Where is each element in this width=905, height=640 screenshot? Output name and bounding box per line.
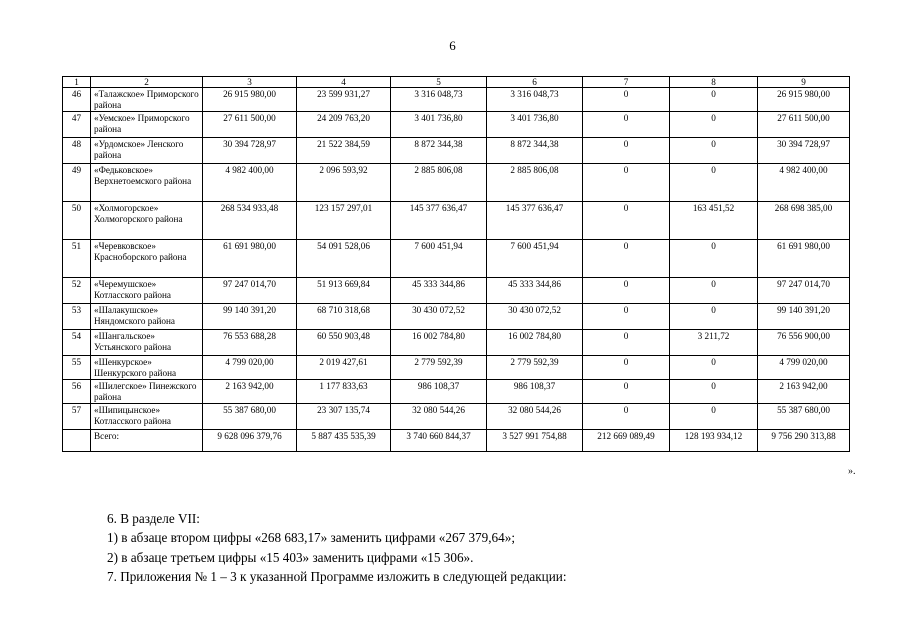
amount-cell: 0 bbox=[670, 138, 758, 164]
amount-cell: 45 333 344,86 bbox=[391, 278, 487, 304]
amount-cell: 61 691 980,00 bbox=[203, 240, 297, 278]
amount-cell: 0 bbox=[583, 202, 670, 240]
amount-cell: 23 307 135,74 bbox=[297, 404, 391, 430]
amount-cell: 0 bbox=[583, 240, 670, 278]
municipality-name-cell: «Шипицынское» Котласского района bbox=[91, 404, 203, 430]
amount-cell: 0 bbox=[583, 278, 670, 304]
row-number-cell: 46 bbox=[63, 88, 91, 112]
amount-cell: 4 799 020,00 bbox=[203, 356, 297, 380]
row-number-cell: 54 bbox=[63, 330, 91, 356]
amount-cell: 2 096 593,92 bbox=[297, 164, 391, 202]
amount-cell: 145 377 636,47 bbox=[487, 202, 583, 240]
amount-cell: 76 556 900,00 bbox=[758, 330, 850, 356]
body-text bbox=[107, 509, 567, 586]
amount-cell: 0 bbox=[583, 304, 670, 330]
amount-cell: 0 bbox=[670, 380, 758, 404]
amount-cell: 3 401 736,80 bbox=[391, 112, 487, 138]
amount-cell: 4 799 020,00 bbox=[758, 356, 850, 380]
row-number-cell: 57 bbox=[63, 404, 91, 430]
row-number-cell: 47 bbox=[63, 112, 91, 138]
paragraph-section-7: 6. В разделе VII: bbox=[107, 511, 200, 526]
municipality-name-cell: «Шангальское» Устьянского района bbox=[91, 330, 203, 356]
amount-cell: 3 316 048,73 bbox=[487, 88, 583, 112]
amount-cell: 30 430 072,52 bbox=[487, 304, 583, 330]
amount-cell: 76 553 688,28 bbox=[203, 330, 297, 356]
amount-cell: 2 779 592,39 bbox=[391, 356, 487, 380]
amount-cell: 7 600 451,94 bbox=[487, 240, 583, 278]
amount-cell: 128 193 934,12 bbox=[670, 430, 758, 452]
amount-cell: 60 550 903,48 bbox=[297, 330, 391, 356]
row-number-cell: 50 bbox=[63, 202, 91, 240]
amount-cell: 0 bbox=[670, 112, 758, 138]
amount-cell: 8 872 344,38 bbox=[391, 138, 487, 164]
amount-cell: 1 177 833,63 bbox=[297, 380, 391, 404]
amount-cell: 7 600 451,94 bbox=[391, 240, 487, 278]
amount-cell: 99 140 391,20 bbox=[758, 304, 850, 330]
amount-cell: 0 bbox=[670, 164, 758, 202]
amount-cell: 0 bbox=[583, 88, 670, 112]
amount-cell: 8 872 344,38 bbox=[487, 138, 583, 164]
table-row bbox=[63, 304, 850, 330]
amount-cell: 61 691 980,00 bbox=[758, 240, 850, 278]
row-number-cell: 49 bbox=[63, 164, 91, 202]
amount-cell: 2 885 806,08 bbox=[487, 164, 583, 202]
amount-cell: 0 bbox=[583, 112, 670, 138]
amount-cell: 26 915 980,00 bbox=[203, 88, 297, 112]
amount-cell: 16 002 784,80 bbox=[391, 330, 487, 356]
amount-cell: 16 002 784,80 bbox=[487, 330, 583, 356]
table-row bbox=[63, 404, 850, 430]
table-header-cell: 1 bbox=[63, 77, 91, 88]
table-header-cell: 5 bbox=[391, 77, 487, 88]
amount-cell: 0 bbox=[670, 356, 758, 380]
amount-cell: 23 599 931,27 bbox=[297, 88, 391, 112]
amount-cell: 97 247 014,70 bbox=[758, 278, 850, 304]
amount-cell: 145 377 636,47 bbox=[391, 202, 487, 240]
amount-cell: 30 394 728,97 bbox=[203, 138, 297, 164]
amount-cell: 27 611 500,00 bbox=[758, 112, 850, 138]
paragraph-item-2: 2) в абзаце третьем цифры «15 403» заменить цифрами «15 306». bbox=[107, 549, 474, 565]
table-total-row bbox=[63, 430, 850, 452]
municipality-name-cell: «Урдомское» Ленского района bbox=[91, 138, 203, 164]
amount-cell: 9 756 290 313,88 bbox=[758, 430, 850, 452]
municipality-name-cell: «Шилегское» Пинежского района bbox=[91, 380, 203, 404]
table-row bbox=[63, 278, 850, 304]
paragraph-section-8: 7. Приложения № 1 – 3 к указанной Программе изложить в следующей редакции: bbox=[107, 568, 567, 584]
amount-cell: 0 bbox=[670, 404, 758, 430]
table-row bbox=[63, 240, 850, 278]
amount-cell: 268 534 933,48 bbox=[203, 202, 297, 240]
amount-cell: 26 915 980,00 bbox=[758, 88, 850, 112]
amount-cell: 32 080 544,26 bbox=[391, 404, 487, 430]
amount-cell: 45 333 344,86 bbox=[487, 278, 583, 304]
amount-cell: 99 140 391,20 bbox=[203, 304, 297, 330]
amount-cell: 0 bbox=[583, 356, 670, 380]
amount-cell: 21 522 384,59 bbox=[297, 138, 391, 164]
amount-cell: 30 394 728,97 bbox=[758, 138, 850, 164]
row-number-cell: 51 bbox=[63, 240, 91, 278]
amount-cell: 9 628 096 379,76 bbox=[203, 430, 297, 452]
table-header-cell: 9 bbox=[758, 77, 850, 88]
table-row bbox=[63, 138, 850, 164]
amount-cell: 0 bbox=[670, 240, 758, 278]
amount-cell: 2 779 592,39 bbox=[487, 356, 583, 380]
table-closing-mark: ». bbox=[848, 466, 856, 477]
amount-cell: 3 316 048,73 bbox=[391, 88, 487, 112]
municipality-name-cell: «Холмогорское» Холмогорского района bbox=[91, 202, 203, 240]
amount-cell: 163 451,52 bbox=[670, 202, 758, 240]
municipality-name-cell: «Шалакушское» Няндомского района bbox=[91, 304, 203, 330]
amount-cell: 0 bbox=[670, 304, 758, 330]
municipality-name-cell: «Черемушское» Котласского района bbox=[91, 278, 203, 304]
amount-cell: 97 247 014,70 bbox=[203, 278, 297, 304]
amount-cell: 55 387 680,00 bbox=[203, 404, 297, 430]
amount-cell: 5 887 435 535,39 bbox=[297, 430, 391, 452]
table-row bbox=[63, 202, 850, 240]
municipality-name-cell: «Черевковское» Красноборского района bbox=[91, 240, 203, 278]
row-number-cell: 52 bbox=[63, 278, 91, 304]
amount-cell: 212 669 089,49 bbox=[583, 430, 670, 452]
municipality-name-cell: «Уемское» Приморского района bbox=[91, 112, 203, 138]
amount-cell: 2 885 806,08 bbox=[391, 164, 487, 202]
amount-cell: 4 982 400,00 bbox=[203, 164, 297, 202]
municipality-name-cell: «Талажское» Приморского района bbox=[91, 88, 203, 112]
amount-cell: 32 080 544,26 bbox=[487, 404, 583, 430]
table-row bbox=[63, 112, 850, 138]
amount-cell: 0 bbox=[583, 404, 670, 430]
amount-cell: 24 209 763,20 bbox=[297, 112, 391, 138]
row-number-cell: 56 bbox=[63, 380, 91, 404]
amount-cell: 30 430 072,52 bbox=[391, 304, 487, 330]
municipality-name-cell: «Шенкурское» Шенкурского района bbox=[91, 356, 203, 380]
table-header-cell: 8 bbox=[670, 77, 758, 88]
amount-cell: 123 157 297,01 bbox=[297, 202, 391, 240]
amount-cell: 4 982 400,00 bbox=[758, 164, 850, 202]
paragraph-item-1: 1) в абзаце втором цифры «268 683,17» заменить цифрами «267 379,64»; bbox=[107, 530, 515, 546]
amount-cell: 3 211,72 bbox=[670, 330, 758, 356]
table-header-cell: 7 bbox=[583, 77, 670, 88]
table-row bbox=[63, 356, 850, 380]
amount-cell: 2 163 942,00 bbox=[758, 380, 850, 404]
table-row bbox=[63, 380, 850, 404]
amount-cell: 0 bbox=[583, 380, 670, 404]
amount-cell: 268 698 385,00 bbox=[758, 202, 850, 240]
amount-cell: 2 019 427,61 bbox=[297, 356, 391, 380]
page-number: 6 bbox=[449, 38, 456, 53]
table-row bbox=[63, 164, 850, 202]
amount-cell: 2 163 942,00 bbox=[203, 380, 297, 404]
amount-cell: 3 527 991 754,88 bbox=[487, 430, 583, 452]
row-number-cell: 53 bbox=[63, 304, 91, 330]
amount-cell: 51 913 669,84 bbox=[297, 278, 391, 304]
amount-cell: 0 bbox=[583, 330, 670, 356]
amount-cell: 27 611 500,00 bbox=[203, 112, 297, 138]
amount-cell: 0 bbox=[583, 164, 670, 202]
amount-cell: 0 bbox=[583, 138, 670, 164]
amount-cell: 986 108,37 bbox=[391, 380, 487, 404]
table-row bbox=[63, 330, 850, 356]
table-header-cell: 3 bbox=[203, 77, 297, 88]
table-header-cell: 6 bbox=[487, 77, 583, 88]
row-number-cell: 55 bbox=[63, 356, 91, 380]
table-header-row bbox=[63, 77, 850, 88]
municipality-name-cell: Всего: bbox=[91, 430, 203, 452]
row-number-cell bbox=[63, 430, 91, 452]
amount-cell: 3 401 736,80 bbox=[487, 112, 583, 138]
amount-cell: 68 710 318,68 bbox=[297, 304, 391, 330]
municipality-name-cell: «Федьковское» Верхнетоемского района bbox=[91, 164, 203, 202]
amount-cell: 3 740 660 844,37 bbox=[391, 430, 487, 452]
row-number-cell: 48 bbox=[63, 138, 91, 164]
amount-cell: 0 bbox=[670, 278, 758, 304]
table-row bbox=[63, 88, 850, 112]
amount-cell: 0 bbox=[670, 88, 758, 112]
amount-cell: 55 387 680,00 bbox=[758, 404, 850, 430]
amount-cell: 986 108,37 bbox=[487, 380, 583, 404]
table-header-cell: 2 bbox=[91, 77, 203, 88]
budget-table bbox=[62, 76, 850, 452]
amount-cell: 54 091 528,06 bbox=[297, 240, 391, 278]
table-header-cell: 4 bbox=[297, 77, 391, 88]
